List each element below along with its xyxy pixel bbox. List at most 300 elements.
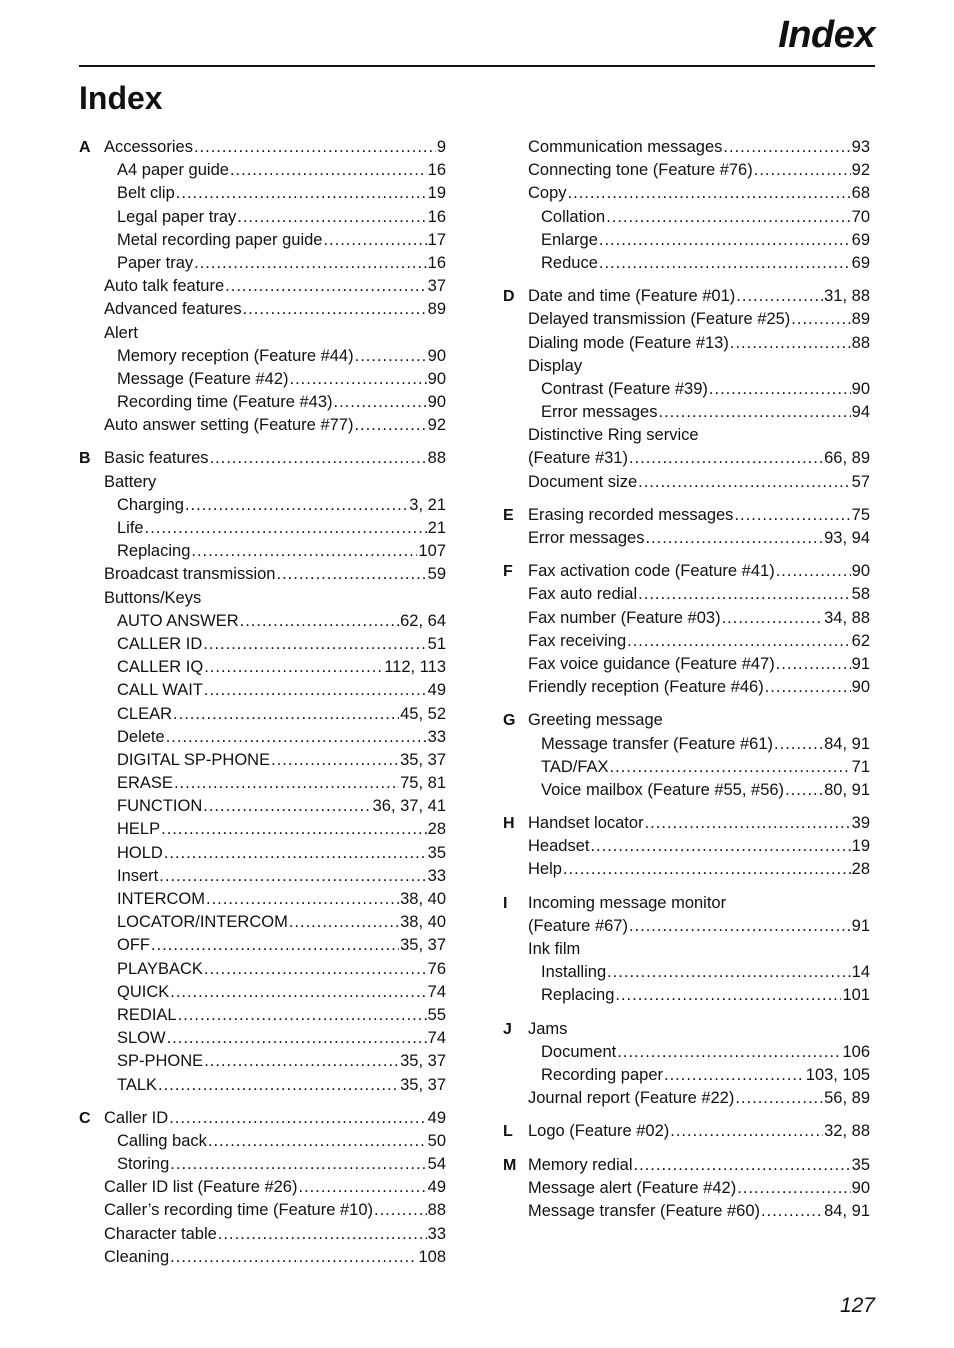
dot-leader [169,1107,426,1130]
entry-term: SP-PHONE [117,1052,204,1071]
index-group [503,709,870,802]
entry-pages: 106 [842,1042,870,1061]
index-group [503,1154,870,1224]
entry-pages: 35, 37 [400,1075,446,1094]
dot-leader [185,494,408,517]
entry-term: OFF [117,936,150,955]
entry-term: Replacing [541,986,615,1005]
dot-leader [204,1050,399,1073]
index-entry [503,206,870,229]
index-entry [503,355,870,378]
entry-term: CALL WAIT [117,681,203,700]
index-entry [503,915,870,938]
entry-pages: 90 [427,369,446,388]
index-entry [79,159,446,182]
dot-leader [355,345,427,368]
entry-pages: 36, 37, 41 [372,797,446,816]
entry-pages: 107 [418,542,446,561]
entry-term: Error messages [528,529,645,547]
dot-leader [785,779,823,802]
entry-pages: 92 [427,416,446,435]
dot-leader [174,772,399,795]
index-entry [79,391,446,414]
entry-term: Life [117,519,144,537]
entry-term: Insert [117,866,159,885]
entry-pages: 90 [851,1178,870,1197]
index-entry [503,332,870,355]
entry-term: Help [528,860,562,879]
dot-leader [765,676,851,699]
entry-term: Character table [104,1224,217,1243]
entry-term: TALK [117,1075,158,1094]
dot-leader [776,560,851,583]
index-entry [503,378,870,401]
entry-term: Caller’s recording time (Feature #10) [104,1201,374,1220]
dot-leader [736,285,823,308]
index-entry [79,1153,446,1176]
entry-term: Distinctive Ring service [528,426,699,445]
index-entry [503,1154,870,1177]
page-title: Index [79,80,163,116]
dot-leader [225,275,426,298]
entry-pages: 71 [851,757,870,776]
dot-leader [615,984,841,1007]
index-entry [79,275,446,298]
header-rule [79,65,875,67]
dot-leader [645,527,823,550]
index-letter: A [79,139,91,156]
index-letter: B [79,450,91,468]
index-letter: F [503,563,513,581]
dot-leader [289,911,399,934]
dot-leader [167,1027,427,1050]
index-entry [503,136,870,159]
entry-term: Battery [104,472,157,491]
entry-term: Communication messages [528,138,723,156]
index-entry [503,504,870,527]
entry-term: Contrast (Feature #39) [541,379,708,398]
dot-leader [208,1130,427,1153]
dot-leader [206,888,399,911]
entry-pages: 69 [851,230,870,249]
dot-leader [737,1177,850,1200]
index-entry [503,401,870,424]
index-entry [79,633,446,656]
dot-leader [563,858,851,881]
dot-leader [638,583,850,606]
index-entry [503,447,870,470]
entry-pages: 74 [427,982,446,1001]
index-entry [79,1176,446,1199]
entry-pages: 16 [427,161,446,180]
entry-pages: 14 [851,963,870,982]
index-entry [503,252,870,275]
entry-pages: 45, 52 [400,704,446,723]
index-entry [503,961,870,984]
index-entry [79,842,446,865]
dot-leader [290,368,427,391]
entry-term: Cleaning [104,1247,170,1266]
dot-leader [734,504,850,527]
dot-leader [323,229,426,252]
entry-term: Headset [528,837,590,856]
entry-pages: 80, 91 [824,780,870,799]
dot-leader [237,206,426,229]
entry-pages: 54 [427,1155,446,1174]
entry-term: Collation [541,207,606,226]
dot-leader [722,607,824,630]
entry-term: CLEAR [117,704,173,723]
index-group [503,812,870,882]
dot-leader [774,733,823,756]
entry-pages: 91 [851,654,870,673]
entry-pages: 84, 91 [824,1201,870,1220]
entry-term: Belt clip [117,184,175,203]
entry-pages: 75 [851,505,870,524]
dot-leader [664,1064,805,1087]
index-entry [79,414,446,437]
dot-leader [203,633,426,656]
index-entry [79,656,446,679]
entry-pages: 70 [851,207,870,226]
index-entry [79,865,446,888]
entry-term: LOCATOR/INTERCOM [117,913,288,932]
entry-pages: 62 [851,631,870,650]
index-group [79,136,446,437]
index-letter: H [503,815,515,833]
entry-pages: 28 [851,860,870,879]
index-entry [79,934,446,957]
dot-leader [599,252,851,275]
dot-leader [670,1120,823,1143]
index-entry [79,229,446,252]
dot-leader [730,332,851,355]
dot-leader [204,656,383,679]
index-entry [79,1199,446,1222]
dot-leader [761,1200,823,1223]
entry-term: (Feature #31) [528,449,628,468]
entry-pages: 89 [851,310,870,329]
dot-leader [170,981,426,1004]
index-entry [79,679,446,702]
index-entry [79,888,446,911]
index-entry [503,756,870,779]
entry-pages: 112, 113 [384,658,446,677]
entry-pages: 17 [427,230,446,249]
entry-pages: 19 [851,837,870,856]
entry-pages: 9 [436,138,446,156]
entry-pages: 90 [851,562,870,581]
index-group [503,892,870,1008]
entry-term: Jams [528,1019,568,1038]
entry-term: Auto talk feature [104,277,225,296]
index-column-left [79,136,446,1279]
entry-pages: 91 [851,916,870,935]
index-letter: M [503,1156,517,1174]
entry-term: Replacing [117,542,191,561]
index-entry [79,517,446,540]
entry-term: Legal paper tray [117,207,237,226]
entry-term: SLOW [117,1029,166,1048]
dot-leader [194,252,427,275]
index-entry [79,540,446,563]
entry-pages: 90 [427,393,446,412]
dot-leader [791,308,850,331]
index-group [503,504,870,550]
entry-term: Memory redial [528,1155,633,1174]
dot-leader [709,378,851,401]
index-entry [79,1050,446,1073]
entry-pages: 49 [427,681,446,700]
entry-term: DIGITAL SP-PHONE [117,750,271,769]
entry-term: Advanced features [104,300,242,319]
index-entry [79,1223,446,1246]
dot-leader [568,182,851,205]
entry-pages: 89 [427,300,446,319]
entry-pages: 55 [427,1005,446,1024]
entry-pages: 57 [851,472,870,491]
entry-term: Logo (Feature #02) [528,1122,670,1141]
index-entry [79,958,446,981]
dot-leader [735,1087,823,1110]
entry-term: INTERCOM [117,890,205,908]
entry-pages: 16 [427,207,446,226]
dot-leader [161,818,427,841]
entry-pages: 49 [427,1178,446,1197]
dot-leader [203,795,371,818]
index-entry [503,182,870,205]
index-entry [503,984,870,1007]
index-letter: D [503,288,515,306]
dot-leader [374,1199,427,1222]
index-entry [79,1107,446,1130]
index-entry [79,726,446,749]
entry-pages: 19 [427,184,446,203]
entry-term: Fax receiving [528,631,627,650]
index-entry [79,563,446,586]
entry-term: Buttons/Keys [104,588,202,607]
entry-term: Alert [104,323,138,342]
index-entry [503,527,870,550]
entry-pages: 49 [427,1108,446,1127]
page-number: 127 [839,1294,875,1317]
index-entry [79,206,446,229]
entry-term: A4 paper guide [117,161,229,180]
entry-pages: 16 [427,253,446,272]
index-group [503,285,870,494]
dot-leader [599,229,851,252]
entry-term: QUICK [117,982,170,1001]
entry-term: HELP [117,820,161,839]
index-entry [503,630,870,653]
entry-term: Date and time (Feature #01) [528,287,736,306]
index-entry [503,285,870,308]
entry-pages: 35 [427,843,446,862]
entry-term: Storing [117,1155,170,1174]
index-entry [79,610,446,633]
entry-pages: 88 [427,449,446,468]
index-entry [503,892,870,915]
entry-pages: 37 [427,277,446,296]
index-entry [79,494,446,517]
index-entry [503,709,870,732]
entry-pages: 50 [427,1131,446,1150]
entry-pages: 51 [427,634,446,653]
entry-pages: 59 [427,565,446,584]
entry-term: Paper tray [117,253,194,272]
dot-leader [607,961,851,984]
index-entry [503,1120,870,1143]
entry-term: Caller ID [104,1108,169,1127]
dot-leader [754,159,851,182]
dot-leader [723,136,850,159]
index-entry [79,703,446,726]
dot-leader [243,298,427,321]
entry-term: Message transfer (Feature #60) [528,1201,761,1220]
index-entry [79,911,446,934]
entry-pages: 62, 64 [400,611,446,630]
entry-pages: 35, 37 [400,936,446,955]
entry-term: CALLER ID [117,634,203,653]
dot-leader [638,471,851,494]
index-entry [79,322,446,345]
entry-term: Handset locator [528,814,644,833]
entry-term: Error messages [541,403,658,422]
entry-term: Fax number (Feature #03) [528,608,721,627]
entry-term: Greeting message [528,711,663,730]
index-entry [503,779,870,802]
dot-leader [645,812,851,835]
entry-pages: 92 [851,161,870,180]
entry-pages: 74 [427,1029,446,1048]
dot-leader [151,934,399,957]
dot-leader [658,401,850,424]
index-entry [503,560,870,583]
index-letter: J [503,1020,512,1038]
entry-pages: 35, 37 [400,750,446,769]
index-entry [503,229,870,252]
dot-leader [298,1176,426,1199]
entry-pages: 56, 89 [824,1089,870,1108]
entry-term: Enlarge [541,230,598,249]
entry-pages: 58 [851,585,870,604]
index-entry [503,1041,870,1064]
dot-leader [159,865,426,888]
entry-pages: 38, 40 [400,890,446,908]
index-entry [79,368,446,391]
index-entry [79,1004,446,1027]
entry-pages: 31, 88 [824,287,870,306]
entry-term: Document [541,1042,617,1061]
entry-term: PLAYBACK [117,959,203,978]
index-entry [503,1018,870,1041]
entry-pages: 93, 94 [824,529,870,547]
index-entry [79,471,446,494]
index-entry [79,298,446,321]
entry-term: Reduce [541,253,598,272]
index-entry [503,471,870,494]
entry-pages: 35, 37 [400,1052,446,1071]
entry-pages: 21 [427,519,446,537]
entry-term: Charging [117,495,184,514]
dot-leader [158,1074,399,1097]
index-entry [503,424,870,447]
entry-pages: 103, 105 [805,1065,870,1084]
index-entry [503,1177,870,1200]
entry-term: Accessories [104,138,193,156]
index-entry [503,308,870,331]
entry-pages: 101 [842,986,870,1005]
entry-term: AUTO ANSWER [117,611,239,630]
entry-term: Document size [528,472,638,491]
dot-leader [776,653,851,676]
dot-leader [176,182,427,205]
entry-term: Dialing mode (Feature #13) [528,333,729,352]
entry-term: Installing [541,963,607,982]
index-entry [79,1246,446,1269]
index-letter: C [79,1109,91,1127]
entry-term: HOLD [117,843,163,862]
entry-pages: 35 [851,1155,870,1174]
entry-term: Incoming message monitor [528,893,727,912]
index-entry [503,1087,870,1110]
entry-term: Message alert (Feature #42) [528,1178,737,1197]
entry-term: Erasing recorded messages [528,505,734,524]
index-group [503,1018,870,1111]
dot-leader [629,915,851,938]
entry-pages: 108 [418,1247,446,1266]
index-entry [79,749,446,772]
dot-leader [164,842,427,865]
entry-term: Ink film [528,940,581,958]
index-group [503,136,870,275]
entry-term: Calling back [117,1131,207,1150]
dot-leader [240,610,399,633]
index-entry [503,1064,870,1087]
dot-leader [230,159,427,182]
dot-leader [590,835,850,858]
index-group [79,1107,446,1269]
index-entry [79,587,446,610]
entry-term: ERASE [117,774,173,793]
index-entry [503,858,870,881]
dot-leader [170,1246,417,1269]
dot-leader [610,756,851,779]
index-entry [79,772,446,795]
entry-term: Fax activation code (Feature #41) [528,562,775,581]
index-entry [503,676,870,699]
entry-term: Delete [117,727,165,746]
entry-term: Auto answer setting (Feature #77) [104,416,354,435]
entry-pages: 69 [851,253,870,272]
dot-leader [191,540,417,563]
entry-term: Recording time (Feature #43) [117,393,333,412]
entry-term: Basic features [104,449,209,468]
index-entry [503,583,870,606]
entry-term: Fax auto redial [528,585,638,604]
index-entry [79,447,446,470]
entry-pages: 3, 21 [409,495,446,514]
dot-leader [334,391,427,414]
entry-term: Friendly reception (Feature #46) [528,678,764,697]
entry-term: Connecting tone (Feature #76) [528,161,753,180]
entry-term: REDIAL [117,1005,177,1024]
index-entry [79,345,446,368]
entry-term: Caller ID list (Feature #26) [104,1178,298,1197]
entry-pages: 84, 91 [824,734,870,753]
index-entry [503,607,870,630]
entry-term: Message (Feature #42) [117,369,289,388]
